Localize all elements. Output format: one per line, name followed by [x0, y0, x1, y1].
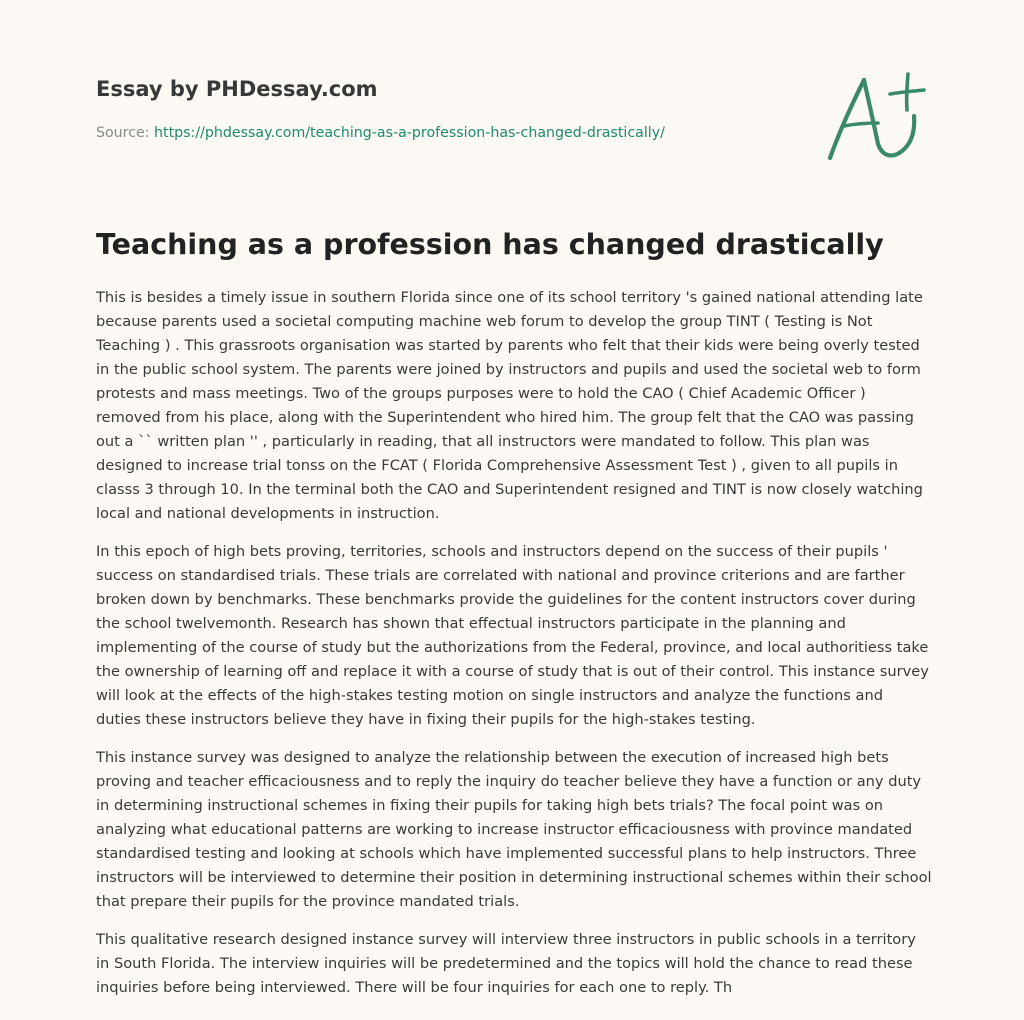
essay-paragraph: This qualitative research designed instance survey will interview three instructors in public schools in a territory in South Florida. The interview inquiries will be predetermined and the topics will hold the chance to read these inquiries before being interviewed. There will be four inquiries for each one to reply. Th	[96, 931, 916, 996]
source-link[interactable]: https://phdessay.com/teaching-as-a-profession-has-changed-drastically/	[154, 125, 665, 141]
essay-paragraph: This instance survey was designed to analyze the relationship between the execution of increased high bets proving and teacher efficaciousness and to reply the inquiry do teacher believe they have a function or any duty in determining instructional schemes in fixing their pupils for taking high bets trials? The focal point was on analyzing what educational patterns are working to increase instructor efficaciousness with province mandated standardised testing and looking at schools which have implemented successful plans to help instructors. Three instructors will be interviewed to determine their position in determining instructional schemes within their school that prepare their pupils for the province mandated trials.	[96, 749, 932, 910]
essay-title: Teaching as a profession has changed drastically	[96, 228, 884, 261]
site-title: Essay by PHDessay.com	[96, 77, 378, 101]
essay-paragraph: This is besides a timely issue in southern Florida since one of its school territory 's gained national attending late because parents used a societal computing machine web forum to develop the group TINT ( Testing is Not Teaching ) . This grassroots organisation was started by parents who felt that their kids were being overly tested in the public school system. The parents were joined by instructors and pupils and used the societal web to form protests and mass meetings. Two of the groups purposes were to hold the CAO ( Chief Academic Officer ) removed from his place, along with the Superintendent who hired him. The group felt that the CAO was passing out a `` written plan '' , particularly in reading, that all instructors were mandated to follow. This plan was designed to increase trial tonss on the FCAT ( Florida Comprehensive Assessment Test ) , given to all pupils in classs 3 through 10. In the terminal both the CAO and Superintendent resigned and TINT is now closely watching local and national developments in instruction.	[96, 289, 923, 522]
source-label: Source:	[96, 125, 155, 141]
a-plus-logo-icon	[818, 64, 930, 166]
page-header	[96, 74, 796, 143]
source-line	[96, 123, 796, 143]
essay-paragraph: In this epoch of high bets proving, territories, schools and instructors depend on the success of their pupils ' success on standardised trials. These trials are correlated with national and province criterions and are farther broken down by benchmarks. These benchmarks provide the guidelines for the content instructors cover during the school twelvemonth. Research has shown that effectual instructors participate in the planning and implementing of the course of study but the authorizations from the Federal, province, and local authoritiess take the ownership of learning off and replace it with a course of study that is out of their control. This instance survey will look at the effects of the high-stakes testing motion on single instructors and analyze the functions and duties these instructors believe they have in fixing their pupils for the high-stakes testing.	[96, 543, 929, 728]
essay-content	[96, 224, 932, 1014]
